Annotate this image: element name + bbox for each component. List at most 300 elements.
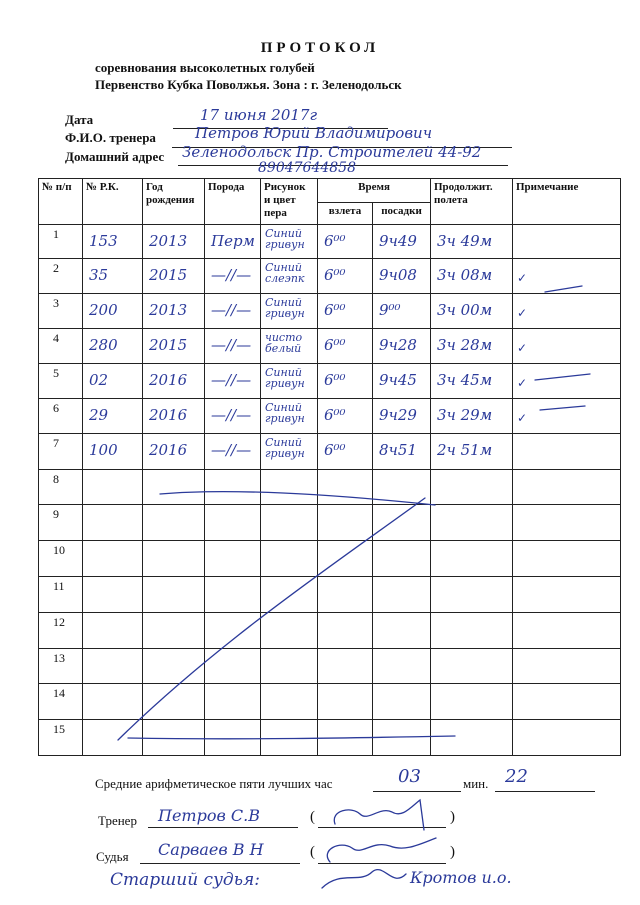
birth-year-cell — [143, 505, 205, 541]
note: ✓ — [517, 306, 528, 320]
avg-min-underline — [495, 790, 595, 792]
flight-duration-cell — [431, 720, 513, 756]
takeoff-time — [318, 470, 372, 477]
header-landing: посадки — [373, 203, 431, 225]
ring-number-cell — [83, 434, 143, 470]
note — [513, 613, 620, 625]
landing-time — [373, 720, 430, 727]
address-label: Домашний адрес — [65, 149, 165, 164]
note-cell — [513, 329, 621, 364]
takeoff-time: 6⁰⁰ — [324, 336, 346, 354]
header-duration: Продолжит. полета — [431, 179, 513, 225]
address-value: Зеленодольск Пр. Строителей 44-92 — [182, 143, 482, 161]
breed-cell — [205, 225, 261, 259]
header-time: Время — [318, 179, 431, 203]
breed-cell — [205, 684, 261, 720]
note: ✓ — [517, 376, 528, 390]
breed — [205, 577, 260, 584]
avg-hours-value: 03 — [398, 766, 421, 787]
table-row — [39, 684, 621, 720]
ring-number-cell — [83, 720, 143, 756]
note — [513, 225, 620, 237]
flight-duration: 3ч 08м — [437, 266, 493, 284]
note: ✓ — [517, 411, 528, 425]
flight-duration — [431, 649, 512, 656]
breed: —//— — [211, 336, 252, 354]
header-takeoff: взлета — [318, 203, 373, 225]
row-number-cell: 1 — [39, 225, 83, 259]
ring-number: 02 — [89, 371, 109, 389]
flight-duration: 3ч 00м — [437, 301, 493, 319]
feather-color-cell — [261, 225, 318, 259]
flight-duration: 2ч 51м — [437, 441, 493, 459]
birth-year — [143, 541, 204, 548]
table-row — [39, 364, 621, 399]
feather-color-cell — [261, 399, 318, 434]
feather-color — [261, 577, 317, 580]
breed-cell — [205, 541, 261, 577]
table-row — [39, 294, 621, 329]
feather-color-cell — [261, 505, 318, 541]
breed: —//— — [211, 406, 252, 424]
ring-number-cell — [83, 577, 143, 613]
row-number-cell: 10 — [39, 541, 83, 577]
flight-duration-cell — [431, 225, 513, 259]
avg-min-value: 22 — [505, 766, 528, 787]
feather-color-cell — [261, 720, 318, 756]
takeoff-time — [318, 577, 372, 584]
header-breed: Порода — [205, 179, 261, 225]
ring-number — [83, 505, 142, 512]
flight-duration — [431, 613, 512, 620]
landing-time — [373, 684, 430, 691]
birth-year — [143, 470, 204, 477]
feather-color — [261, 720, 317, 723]
flight-duration — [431, 505, 512, 512]
table-row — [39, 613, 621, 649]
flight-duration — [431, 541, 512, 548]
takeoff-time-cell — [318, 720, 373, 756]
table-row — [39, 329, 621, 364]
landing-time-cell — [373, 649, 431, 684]
landing-time: 9ч49 — [379, 232, 417, 250]
birth-year — [143, 649, 204, 656]
breed — [205, 541, 260, 548]
breed: —//— — [211, 441, 252, 459]
table-row — [39, 470, 621, 505]
feather-color-cell — [261, 470, 318, 505]
birth-year: 2016 — [149, 406, 188, 424]
breed-cell — [205, 613, 261, 649]
judge-sign-label: Судья — [96, 849, 129, 864]
note-cell — [513, 613, 621, 649]
note — [513, 541, 620, 553]
note — [513, 470, 620, 482]
flight-duration-cell — [431, 613, 513, 649]
subtitle-line-2: Первенство Кубка Поволжья. Зона : г. Зеленодольск — [95, 77, 402, 92]
flight-duration-cell — [431, 470, 513, 505]
table-row — [39, 399, 621, 434]
table-row — [39, 434, 621, 470]
breed — [205, 720, 260, 727]
birth-year-cell — [143, 649, 205, 684]
breed: —//— — [211, 266, 252, 284]
ring-number-cell — [83, 225, 143, 259]
note-cell — [513, 470, 621, 505]
takeoff-time — [318, 541, 372, 548]
landing-time-cell — [373, 259, 431, 294]
breed-cell — [205, 577, 261, 613]
flight-duration-cell — [431, 541, 513, 577]
feather-color: Синий слеэпк — [265, 261, 305, 285]
takeoff-time-cell — [318, 294, 373, 329]
feather-color — [261, 541, 317, 544]
landing-time — [373, 649, 430, 656]
flight-duration-cell — [431, 399, 513, 434]
ring-number — [83, 684, 142, 691]
trainer-label: Ф.И.О. тренера — [65, 130, 156, 145]
landing-time-cell — [373, 720, 431, 756]
birth-year — [143, 720, 204, 727]
feather-color — [261, 684, 317, 687]
birth-year: 2016 — [149, 371, 188, 389]
takeoff-time-cell — [318, 329, 373, 364]
flight-duration-cell — [431, 649, 513, 684]
landing-time-cell — [373, 470, 431, 505]
birth-year-cell — [143, 294, 205, 329]
landing-time: 9ч28 — [379, 336, 417, 354]
note-cell — [513, 649, 621, 684]
breed — [205, 613, 260, 620]
birth-year: 2013 — [149, 301, 188, 319]
landing-time: 8ч51 — [379, 441, 417, 459]
judge-signature-underline — [318, 862, 446, 864]
phone-value: 89047644858 — [258, 160, 356, 176]
ring-number-cell — [83, 399, 143, 434]
landing-time — [373, 577, 430, 584]
senior-judge-label: Старший судья: — [110, 870, 260, 890]
takeoff-time-cell — [318, 364, 373, 399]
row-number-cell: 13 — [39, 649, 83, 684]
ring-number-cell — [83, 541, 143, 577]
flight-duration-cell — [431, 329, 513, 364]
breed — [205, 649, 260, 656]
breed-cell — [205, 364, 261, 399]
flight-duration: 3ч 49м — [437, 232, 493, 250]
flight-duration — [431, 470, 512, 477]
feather-color: Синий гривун — [265, 401, 305, 425]
landing-time-cell — [373, 225, 431, 259]
row-number-cell: 5 — [39, 364, 83, 399]
flight-duration-cell — [431, 364, 513, 399]
takeoff-time — [318, 720, 372, 727]
trainer-sign-label: Тренер — [98, 813, 137, 828]
feather-color: чисто белый — [265, 331, 303, 355]
flight-duration-cell — [431, 294, 513, 329]
note-cell — [513, 720, 621, 756]
birth-year: 2016 — [149, 441, 188, 459]
landing-time-cell — [373, 505, 431, 541]
trainer-sign-underline — [148, 826, 298, 828]
flight-duration: 3ч 45м — [437, 371, 493, 389]
flight-duration — [431, 684, 512, 691]
trainer-sign-paren-open: ( — [310, 809, 315, 825]
landing-time-cell — [373, 294, 431, 329]
header-rk: № Р.К. — [83, 179, 143, 225]
birth-year-cell — [143, 399, 205, 434]
birth-year-cell — [143, 329, 205, 364]
feather-color-cell — [261, 541, 318, 577]
note: ✓ — [517, 271, 528, 285]
birth-year — [143, 613, 204, 620]
breed: Перм — [211, 232, 255, 250]
header-color: Рисунок и цвет пера — [261, 179, 318, 225]
breed: —//— — [211, 301, 252, 319]
row-number-cell: 15 — [39, 720, 83, 756]
landing-time: 9ч08 — [379, 266, 417, 284]
table-row — [39, 505, 621, 541]
row-number-cell: 4 — [39, 329, 83, 364]
flight-duration-cell — [431, 434, 513, 470]
breed-cell — [205, 434, 261, 470]
feather-color: Синий гривун — [265, 227, 305, 251]
table-row — [39, 541, 621, 577]
takeoff-time-cell — [318, 470, 373, 505]
birth-year-cell — [143, 577, 205, 613]
landing-time — [373, 505, 430, 512]
trainer-sign-paren-close: ) — [450, 809, 455, 825]
feather-color: Синий гривун — [265, 296, 305, 320]
ring-number — [83, 649, 142, 656]
flight-duration — [431, 720, 512, 727]
ring-number: 153 — [89, 232, 118, 250]
document-title: ПРОТОКОЛ — [260, 40, 380, 56]
ring-number — [83, 613, 142, 620]
takeoff-time — [318, 649, 372, 656]
breed-cell — [205, 294, 261, 329]
takeoff-time-cell — [318, 649, 373, 684]
flight-duration-cell — [431, 259, 513, 294]
feather-color-cell — [261, 364, 318, 399]
note — [513, 649, 620, 661]
note-cell — [513, 259, 621, 294]
row-number-cell: 7 — [39, 434, 83, 470]
note-cell — [513, 505, 621, 541]
flight-duration: 3ч 29м — [437, 406, 493, 424]
flight-duration-cell — [431, 577, 513, 613]
ring-number — [83, 541, 142, 548]
row-number-cell: 9 — [39, 505, 83, 541]
flight-duration-cell — [431, 505, 513, 541]
ring-number-cell — [83, 505, 143, 541]
senior-judge-name: Кротов и.о. — [410, 868, 512, 887]
feather-color — [261, 649, 317, 652]
takeoff-time-cell — [318, 577, 373, 613]
landing-time — [373, 541, 430, 548]
takeoff-time — [318, 505, 372, 512]
ring-number-cell — [83, 649, 143, 684]
ring-number: 35 — [89, 266, 109, 284]
breed-cell — [205, 470, 261, 505]
feather-color: Синий гривун — [265, 436, 305, 460]
landing-time-cell — [373, 329, 431, 364]
row-number-cell: 3 — [39, 294, 83, 329]
birth-year-cell — [143, 684, 205, 720]
takeoff-time — [318, 613, 372, 620]
judge-signature-scribble — [327, 838, 436, 862]
note — [513, 505, 620, 517]
ring-number-cell — [83, 613, 143, 649]
birth-year-cell — [143, 541, 205, 577]
landing-time-cell — [373, 684, 431, 720]
landing-time: 9ч45 — [379, 371, 417, 389]
birth-year-cell — [143, 434, 205, 470]
breed-cell — [205, 505, 261, 541]
birth-year-cell — [143, 613, 205, 649]
landing-time-cell — [373, 577, 431, 613]
landing-time-cell — [373, 399, 431, 434]
ring-number — [83, 720, 142, 727]
row-number-cell: 2 — [39, 259, 83, 294]
birth-year-cell — [143, 364, 205, 399]
ring-number: 100 — [89, 441, 118, 459]
judge-sign-paren-close: ) — [450, 844, 455, 860]
avg-hours-underline — [373, 790, 461, 792]
date-label: Дата — [65, 112, 94, 127]
feather-color-cell — [261, 434, 318, 470]
row-number-cell: 14 — [39, 684, 83, 720]
birth-year — [143, 684, 204, 691]
header-year: Год рождения — [143, 179, 205, 225]
breed-cell — [205, 649, 261, 684]
breed — [205, 505, 260, 512]
row-number-cell: 11 — [39, 577, 83, 613]
note — [513, 577, 620, 589]
takeoff-time-cell — [318, 225, 373, 259]
judge-sign-underline — [140, 862, 300, 864]
table-row — [39, 720, 621, 756]
flight-duration: 3ч 28м — [437, 336, 493, 354]
protocol-table — [38, 178, 621, 756]
breed-cell — [205, 259, 261, 294]
row-number-cell: 8 — [39, 470, 83, 505]
header-n: № п/п — [39, 179, 83, 225]
feather-color — [261, 470, 317, 473]
ring-number-cell — [83, 329, 143, 364]
senior-judge-signature-scribble — [322, 870, 406, 888]
landing-time — [373, 613, 430, 620]
feather-color — [261, 505, 317, 508]
note — [513, 434, 620, 446]
landing-time-cell — [373, 613, 431, 649]
takeoff-time: 6⁰⁰ — [324, 441, 346, 459]
takeoff-time-cell — [318, 505, 373, 541]
landing-time: 9ч29 — [379, 406, 417, 424]
note-cell — [513, 294, 621, 329]
table-row — [39, 649, 621, 684]
note-cell — [513, 684, 621, 720]
ring-number: 29 — [89, 406, 109, 424]
ring-number-cell — [83, 364, 143, 399]
breed-cell — [205, 399, 261, 434]
takeoff-time: 6⁰⁰ — [324, 301, 346, 319]
feather-color-cell — [261, 684, 318, 720]
min-label: мин. — [463, 776, 489, 791]
ring-number — [83, 577, 142, 584]
note — [513, 684, 620, 696]
note-cell — [513, 364, 621, 399]
ring-number: 280 — [89, 336, 118, 354]
judge-sign-paren-open: ( — [310, 844, 315, 860]
feather-color-cell — [261, 649, 318, 684]
birth-year — [143, 505, 204, 512]
table-row — [39, 259, 621, 294]
feather-color-cell — [261, 613, 318, 649]
birth-year: 2015 — [149, 336, 188, 354]
feather-color-cell — [261, 577, 318, 613]
birth-year — [143, 577, 204, 584]
breed-cell — [205, 329, 261, 364]
trainer-sign-name: Петров С.В — [158, 806, 260, 825]
landing-time — [373, 470, 430, 477]
takeoff-time: 6⁰⁰ — [324, 406, 346, 424]
trainer-value: Петров Юрий Владимирович — [195, 124, 433, 142]
takeoff-time — [318, 684, 372, 691]
takeoff-time: 6⁰⁰ — [324, 371, 346, 389]
note-cell — [513, 225, 621, 259]
feather-color-cell — [261, 259, 318, 294]
takeoff-time-cell — [318, 541, 373, 577]
note-cell — [513, 541, 621, 577]
note-cell — [513, 399, 621, 434]
ring-number-cell — [83, 684, 143, 720]
row-number-cell: 6 — [39, 399, 83, 434]
breed — [205, 470, 260, 477]
table-row — [39, 577, 621, 613]
avg-label: Средние арифметическое пяти лучших час — [95, 776, 333, 791]
birth-year-cell — [143, 225, 205, 259]
landing-time-cell — [373, 364, 431, 399]
header-note: Примечание — [513, 179, 621, 225]
birth-year: 2015 — [149, 266, 188, 284]
note-cell — [513, 577, 621, 613]
feather-color-cell — [261, 294, 318, 329]
takeoff-time-cell — [318, 613, 373, 649]
takeoff-time: 6⁰⁰ — [324, 266, 346, 284]
breed — [205, 684, 260, 691]
ring-number: 200 — [89, 301, 118, 319]
trainer-signature-underline — [318, 826, 446, 828]
flight-duration-cell — [431, 684, 513, 720]
ring-number-cell — [83, 259, 143, 294]
feather-color: Синий гривун — [265, 366, 305, 390]
note — [513, 720, 620, 732]
landing-time: 9⁰⁰ — [379, 301, 401, 319]
takeoff-time: 6⁰⁰ — [324, 232, 346, 250]
ring-number-cell — [83, 294, 143, 329]
table-row — [39, 225, 621, 259]
birth-year-cell — [143, 720, 205, 756]
takeoff-time-cell — [318, 684, 373, 720]
feather-color — [261, 613, 317, 616]
ring-number-cell — [83, 470, 143, 505]
birth-year-cell — [143, 259, 205, 294]
landing-time-cell — [373, 541, 431, 577]
takeoff-time-cell — [318, 259, 373, 294]
breed: —//— — [211, 371, 252, 389]
note: ✓ — [517, 341, 528, 355]
ring-number — [83, 470, 142, 477]
